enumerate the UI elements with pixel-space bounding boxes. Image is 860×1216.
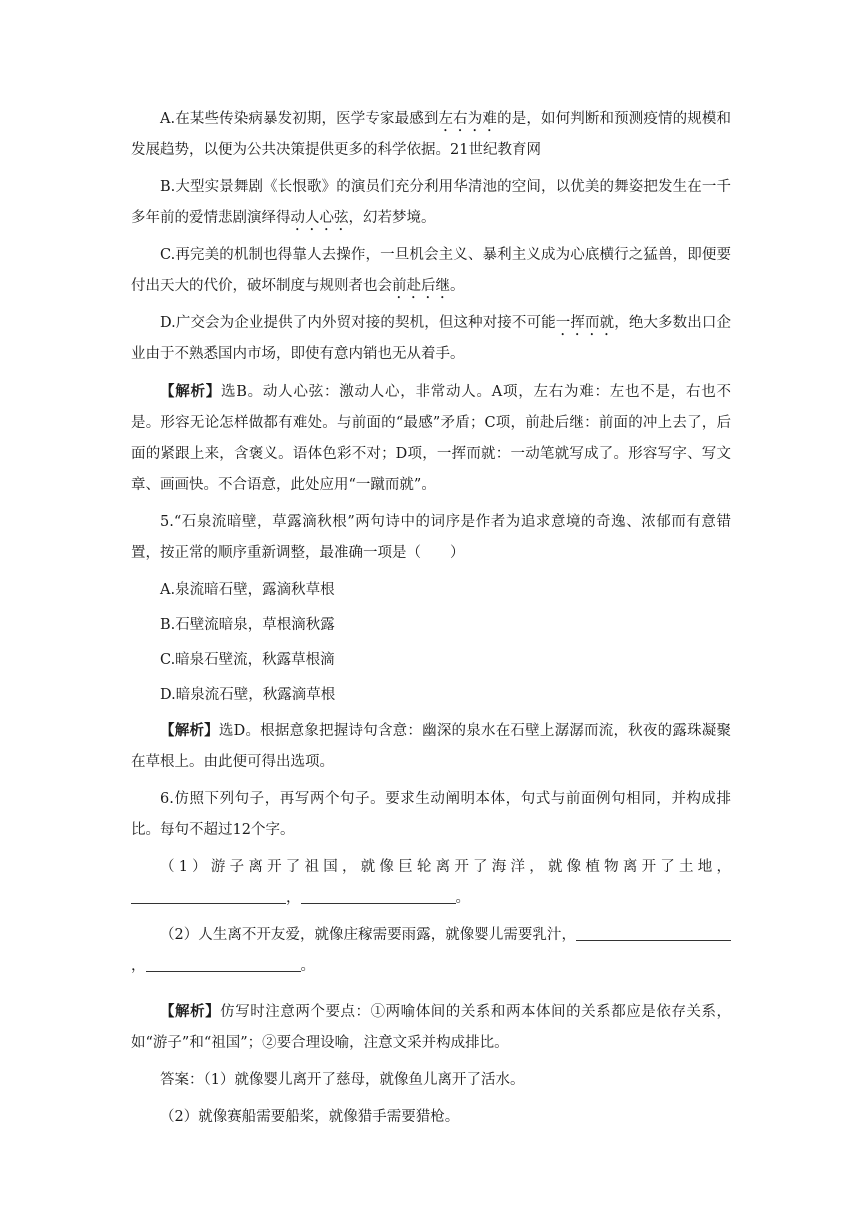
option-c [131, 240, 731, 302]
period: 。 [455, 890, 470, 906]
answer-blank[interactable] [576, 924, 731, 941]
question-5-option-b: B.石壁流暗泉，草根滴秋露 [160, 617, 335, 633]
option-d [131, 308, 731, 370]
option-a-idiom: 左右为难 [438, 111, 498, 127]
analysis-1 [131, 376, 731, 501]
analysis-label: 【解析】 [160, 383, 222, 400]
option-a-text-end: 的是，如何判断和预测疫情的规模和发展趋势，以便为公共决策提供更多的科学依据。21世纪教育网 [131, 111, 732, 158]
option-d-text-end: ，绝大多数出口企业由于不熟悉国内市场，即使有意内销也无从着手。 [131, 315, 732, 362]
analysis-text: 仿写时注意两个要点：①两喻体间的关系和两本体间的关系都应是依存关系，如“游子”和“祖国”；②要合理设喻，注意文采并构成排比。 [131, 1004, 732, 1051]
analysis-3 [131, 996, 731, 1059]
question-6-stem: 6.仿照下列句子，再写两个句子。要求生动阐明本体，句式与前面例句相同，并构成排比。每句不超过12个字。 [131, 791, 731, 838]
document-page [131, 104, 731, 1139]
option-d-text: D.广交会为企业提供了内外贸对接的契机，但这种对接不可能 [160, 315, 556, 331]
question-5-option-a: A.泉流暗石壁，露滴秋草根 [160, 582, 335, 598]
question-6-sentence-2 [131, 920, 731, 982]
analysis-text: 选D。根据意象把握诗句含意：幽深的泉水在石壁上潺潺而流，秋夜的露珠凝聚在草根上。由此便可得出选项。 [131, 723, 732, 770]
option-b-idiom: 动人心弦 [290, 210, 349, 226]
option-a-text: A.在某些传染病暴发初期，医学专家最感到 [160, 111, 439, 127]
question-5-stem: 5.“石泉流暗壁，草露滴秋根”两句诗中的词序是作者为追求意境的奇逸、浓郁而有意错置，按正常的顺序重新调整，最准确一项是（ ） [131, 514, 731, 561]
option-b-text: B.大型实景舞剧《长恨歌》的演员们充分利用华清池的空间，以优美的舞姿把发生在一千多年前的爱情悲剧演绎得 [131, 179, 731, 226]
answer-line-1: 答案：（1）就像婴儿离开了慈母，就像鱼儿离开了活水。 [160, 1072, 525, 1088]
option-c-text: C.再完美的机制也得靠人去操作，一旦机会主义、暴利主义成为心底横行之猛兽，即便要付出天大的代价，破坏制度与规则者也会 [131, 247, 731, 294]
answer-line-2: （2）就像赛船需要船桨，就像猎手需要猎枪。 [160, 1109, 460, 1125]
sentence-2-text: （2）人生离不开友爱，就像庄稼需要雨露，就像婴儿需要乳汁， [160, 927, 576, 943]
sentence-1-text: （1）游子离开了祖国，就像巨轮离开了海洋，就像植物离开了土地， [160, 859, 731, 875]
answer-blank[interactable] [301, 887, 456, 904]
answer-blank[interactable] [146, 955, 301, 972]
analysis-label: 【解析】 [160, 722, 219, 739]
period: 。 [300, 958, 315, 974]
separator: ， [131, 958, 146, 974]
option-c-idiom: 前赴后继 [392, 278, 450, 294]
option-b-text-end: ，幻若梦境。 [348, 210, 436, 226]
option-a [131, 104, 731, 166]
question-5-option-d: D.暗泉流石壁，秋露滴草根 [160, 687, 336, 703]
option-c-text-end: 。 [450, 278, 465, 294]
analysis-text: 选B。动人心弦：激动人心，非常动人。A项，左右为难：左也不是，右也不是。形容无论怎样做都有难处。与前面的“最感”矛盾；C项，前赴后继：前面的冲上去了，后面的紧跟上来，含褒义。语体色彩不对；D项，一挥而就：一动笔就写成了。形容写字、写文章、画画快。不合语意，此处应用“一蹴而就”。 [131, 384, 732, 493]
analysis-label: 【解析】 [160, 1003, 221, 1020]
question-5-option-c: C.暗泉石壁流，秋露草根滴 [160, 652, 335, 668]
question-6-sentence-1 [131, 852, 731, 914]
analysis-2 [131, 715, 731, 778]
option-d-idiom: 一挥而就 [555, 315, 615, 331]
separator: ， [286, 890, 301, 906]
answer-blank[interactable] [131, 887, 286, 904]
option-b [131, 172, 731, 234]
